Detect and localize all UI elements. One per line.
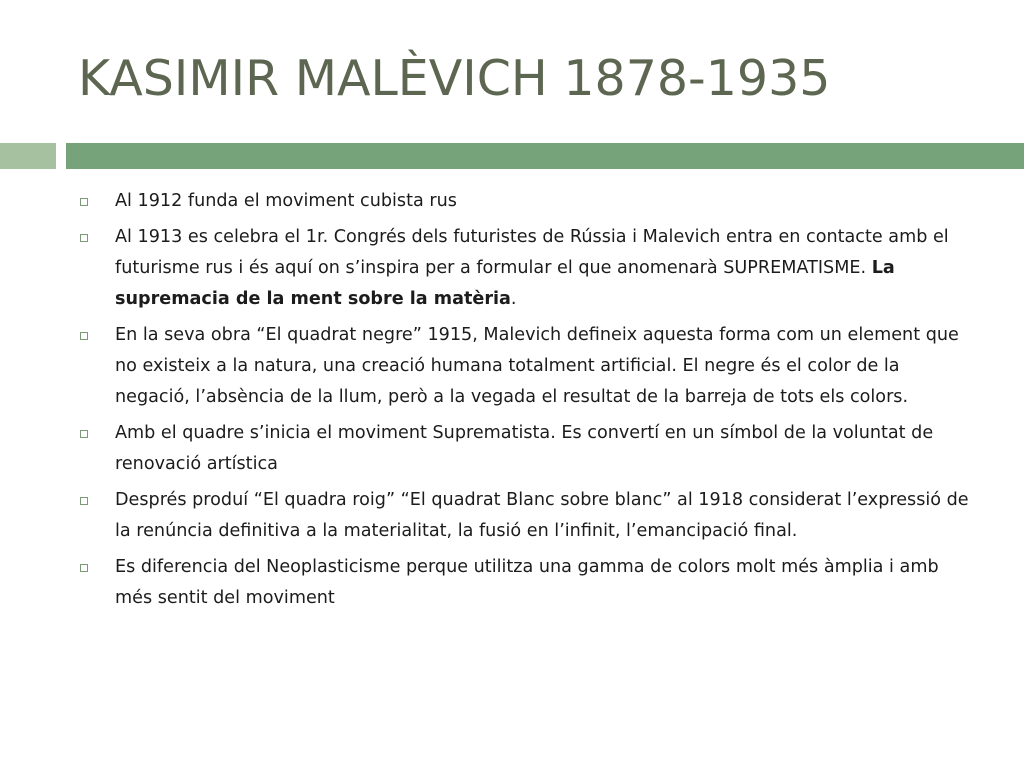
bullet-text: Al 1912 funda el moviment cubista rus	[115, 191, 457, 211]
bullet-item	[78, 418, 978, 480]
bullet-text: Al 1913 es celebra el 1r. Congrés dels futuristes de Rússia i Malevich entra en contacte amb el futurisme rus i és aquí on s’inspira per a formular el que anomenarà SUPREMATISME.	[115, 227, 949, 278]
bullet-text: En la seva obra “El quadrat negre” 1915, Malevich defineix aquesta forma com un element que no existeix a la natura, una creació humana totalment artificial. El negre és el color de la negació, l’absència de la llum, però a la vegada el resultat de la barreja de tots els colors.	[115, 325, 959, 407]
title-accent-bar-right	[66, 143, 1024, 169]
slide-title: KASIMIR MALÈVICH 1878-1935	[78, 50, 831, 107]
bullet-text-bold: La supremacia de la ment sobre la matèria	[115, 258, 895, 309]
bullet-item	[78, 186, 978, 217]
square-outline-icon	[80, 234, 88, 242]
square-outline-icon	[80, 564, 88, 572]
title-accent-bar-left	[0, 143, 56, 169]
bullet-item	[78, 320, 978, 413]
bullet-text: Després produí “El quadra roig” “El quadrat Blanc sobre blanc” al 1918 considerat l’expressió de la renúncia definitiva a la materialitat, la fusió en l’infinit, l’emancipació final.	[115, 490, 969, 541]
bullet-text-end: .	[510, 289, 517, 309]
bullet-item	[78, 222, 978, 315]
bullet-item	[78, 552, 978, 614]
bullet-list	[78, 186, 978, 619]
square-outline-icon	[80, 198, 88, 206]
square-outline-icon	[80, 332, 88, 340]
square-outline-icon	[80, 430, 88, 438]
bullet-item	[78, 485, 978, 547]
bullet-text: Amb el quadre s’inicia el moviment Suprematista. Es convertí en un símbol de la voluntat de renovació artística	[115, 423, 934, 474]
square-outline-icon	[80, 497, 88, 505]
bullet-text: Es diferencia del Neoplasticisme perque utilitza una gamma de colors molt més àmplia i amb més sentit del moviment	[115, 557, 939, 608]
